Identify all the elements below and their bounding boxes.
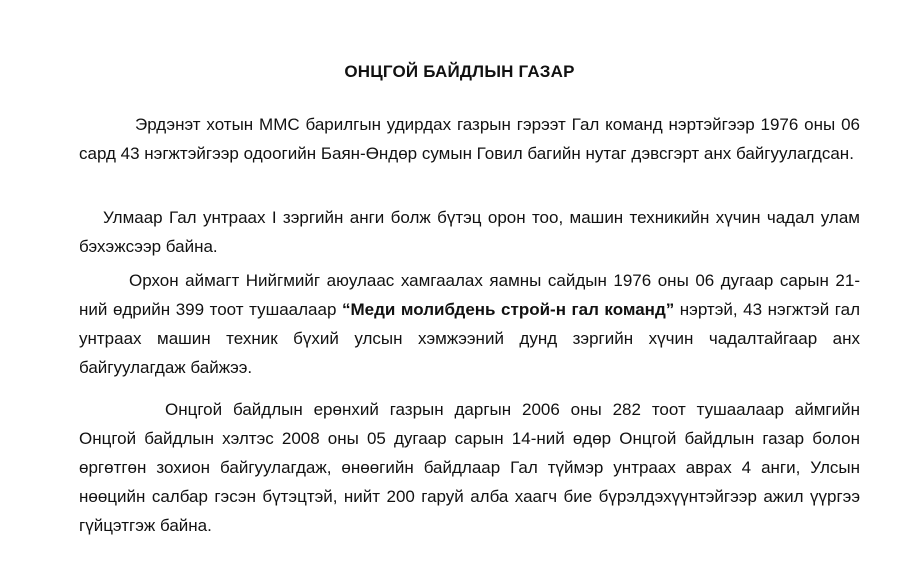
document-title: ОНЦГОЙ БАЙДЛЫН ГАЗАР bbox=[344, 62, 575, 81]
paragraph-history: Эрдэнэт хотын ММС барилгын удирдах газрын гэрээт Гал команд нэртэйгээр 1976 оны 06 сард 43 нэгжтэйгээр одоогийн Баян-Өндөр сумын Говил багийн нутаг дэвсгэрт анх байгуулагдсан. bbox=[79, 115, 860, 163]
paragraph-founding-order bbox=[79, 266, 860, 382]
paragraph-founding-order-end: нэртэй, 43 нэгжтэй гал унтраах машин техник бүхий улсын хэмжээний дунд зэргийн хүчин чадалтайгаар анх байгуулагдаж байжээ. bbox=[79, 300, 860, 377]
unit-name-bold: “Меди молибдень строй-н гал команд” bbox=[341, 300, 675, 319]
paragraph-development: Улмаар Гал унтраах I зэргийн анги болж бүтэц орон тоо, машин техникийн хүчин чадал улам бэхэжсээр байна. bbox=[79, 208, 860, 256]
paragraph-current-structure: Онцгой байдлын ерөнхий газрын даргын 2006 оны 282 тоот тушаалаар аймгийн Онцгой байдлын хэлтэс 2008 оны 05 дугаар сарын 14-ний өдөр Онцгой байдлын газар болон өргөтгөн зохион байгуулагдаж, өнөөгийн байдлаар Гал түймэр унтраах аврах 4 анги, Улсын нөөцийн салбар гэсэн бүтэцтэй, нийт 200 гаруй алба хаагч бие бүрэлдэхүүнтэйгээр ажил үүргээ гүйцэтгэж байна. bbox=[79, 400, 860, 535]
paragraph-founding-order-start: Орхон аймагт Нийгмийг аюулаас хамгаалах яамны сайдын 1976 оны 06 дугаар сарын 21-ний өдрийн 399 тоот тушаалаар bbox=[79, 271, 860, 319]
